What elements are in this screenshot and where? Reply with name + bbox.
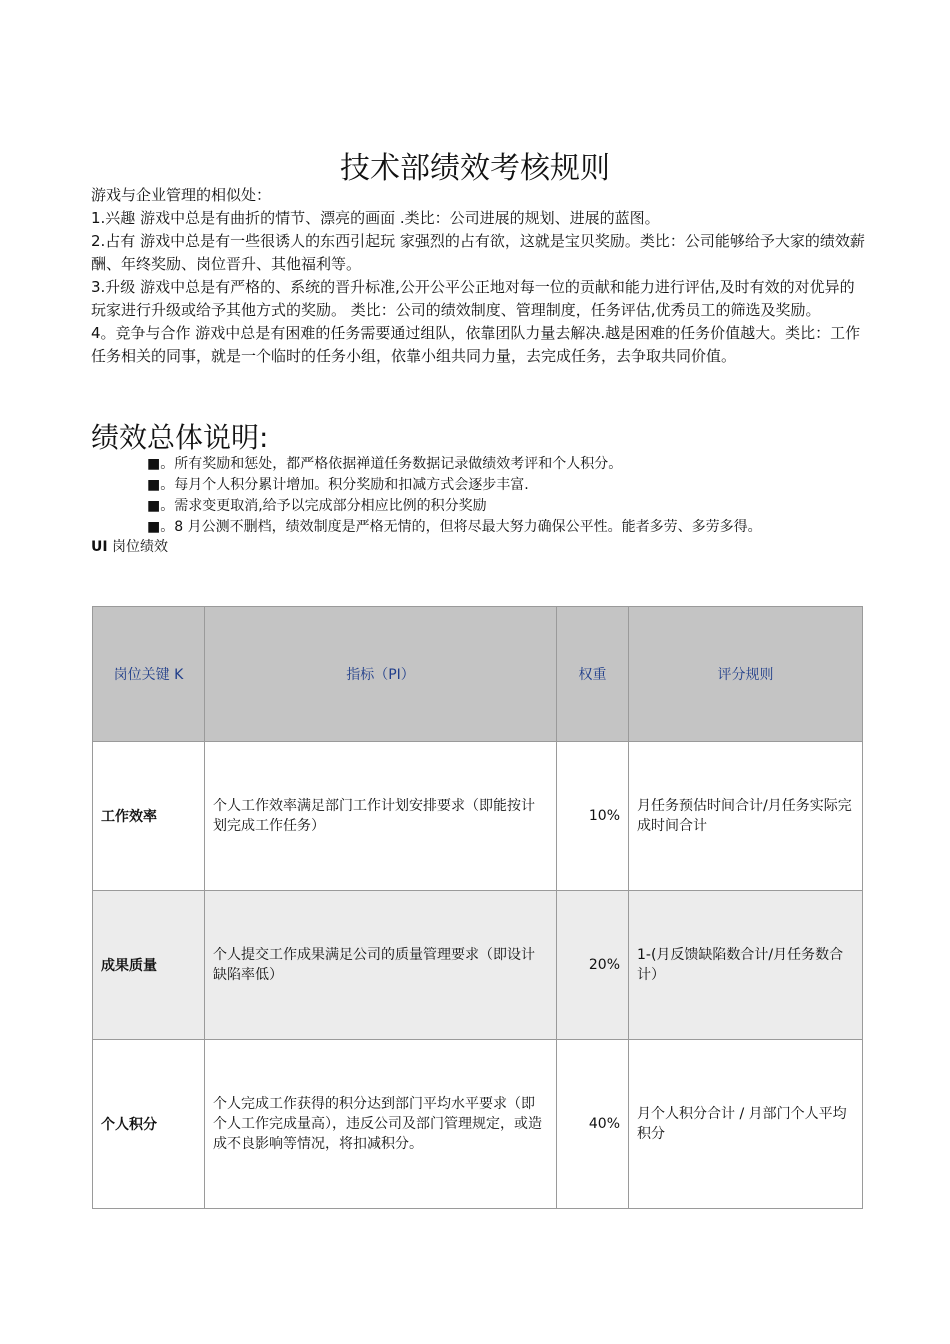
table-row bbox=[93, 891, 863, 1040]
weight-cell: 40% bbox=[557, 1040, 629, 1209]
bullet-item: ■。每月个人积分累计增加。积分奖励和扣减方式会逐步丰富. bbox=[147, 477, 529, 493]
intro-line: 2.占有 游戏中总是有一些很诱人的东西引起玩 家强烈的占有欲，这就是宝贝奖励。类比：公司能够给予大家的绩效薪酬、年终奖励、岗位晋升、其他福利等。 bbox=[91, 232, 865, 273]
rule-cell: 月个人积分合计 / 月部门个人平均积分 bbox=[629, 1040, 863, 1209]
header-rule: 评分规则 bbox=[629, 607, 863, 742]
table-header-row bbox=[93, 607, 863, 742]
header-weight: 权重 bbox=[557, 607, 629, 742]
bullet-list bbox=[147, 454, 867, 538]
bullet-item: ■。需求变更取消,给予以完成部分相应比例的积分奖励 bbox=[147, 498, 487, 514]
intro-line: 3.升级 游戏中总是有严格的、系统的晋升标准,公开公平公正地对每一位的贡献和能力进行评估,及时有效的对优异的玩家进行升级或给予其他方式的奖励。 类比：公司的绩效制度、管理制度，任务评估,优秀员工的筛选及奖励。 bbox=[91, 278, 855, 319]
document-title: 技术部绩效考核规则 bbox=[340, 151, 610, 186]
performance-table bbox=[92, 606, 863, 1209]
indicator-cell: 个人工作效率满足部门工作计划安排要求（即能按计划完成工作任务） bbox=[205, 742, 557, 891]
rule-cell: 1-(月反馈缺陷数合计/月任务数合计） bbox=[629, 891, 863, 1040]
indicator-cell: 个人完成工作获得的积分达到部门平均水平要求（即个人工作完成量高），违反公司及部门管理规定，或造成不良影响等情况，将扣减积分。 bbox=[205, 1040, 557, 1209]
bullet-item: ■。所有奖励和惩处，都严格依据禅道任务数据记录做绩效考评和个人积分。 bbox=[147, 456, 623, 472]
kpi-cell: 工作效率 bbox=[93, 742, 205, 891]
kpi-cell: 成果质量 bbox=[93, 891, 205, 1040]
table-row bbox=[93, 742, 863, 891]
header-kpi: 岗位关键 K bbox=[93, 607, 205, 742]
weight-cell: 20% bbox=[557, 891, 629, 1040]
rule-cell: 月任务预估时间合计/月任务实际完成时间合计 bbox=[629, 742, 863, 891]
caption-suffix: 岗位绩效 bbox=[107, 539, 169, 555]
intro-line: 1.兴趣 游戏中总是有曲折的情节、漂亮的画面 .类比：公司进展的规划、进展的蓝图。 bbox=[91, 209, 660, 227]
caption-prefix: UI bbox=[91, 539, 108, 555]
table-caption bbox=[91, 537, 168, 557]
table-row bbox=[93, 1040, 863, 1209]
indicator-cell: 个人提交工作成果满足公司的质量管理要求（即设计缺陷率低） bbox=[205, 891, 557, 1040]
bullet-item: ■。8 月公测不删档，绩效制度是严格无情的，但将尽最大努力确保公平性。能者多劳、多劳多得。 bbox=[147, 519, 762, 535]
section-heading: 绩效总体说明: bbox=[91, 421, 269, 454]
intro-line: 4。竞争与合作 游戏中总是有困难的任务需要通过组队，依靠团队力量去解决.越是困难的任务价值越大。类比：工作任务相关的同事，就是一个临时的任务小组，依靠小组共同力量，去完成任务，去争取共同价值。 bbox=[91, 324, 861, 365]
header-indicator: 指标（PI） bbox=[205, 607, 557, 742]
intro-section bbox=[91, 184, 866, 368]
kpi-cell: 个人积分 bbox=[93, 1040, 205, 1209]
weight-cell: 10% bbox=[557, 742, 629, 891]
intro-line: 游戏与企业管理的相似处： bbox=[91, 186, 272, 204]
